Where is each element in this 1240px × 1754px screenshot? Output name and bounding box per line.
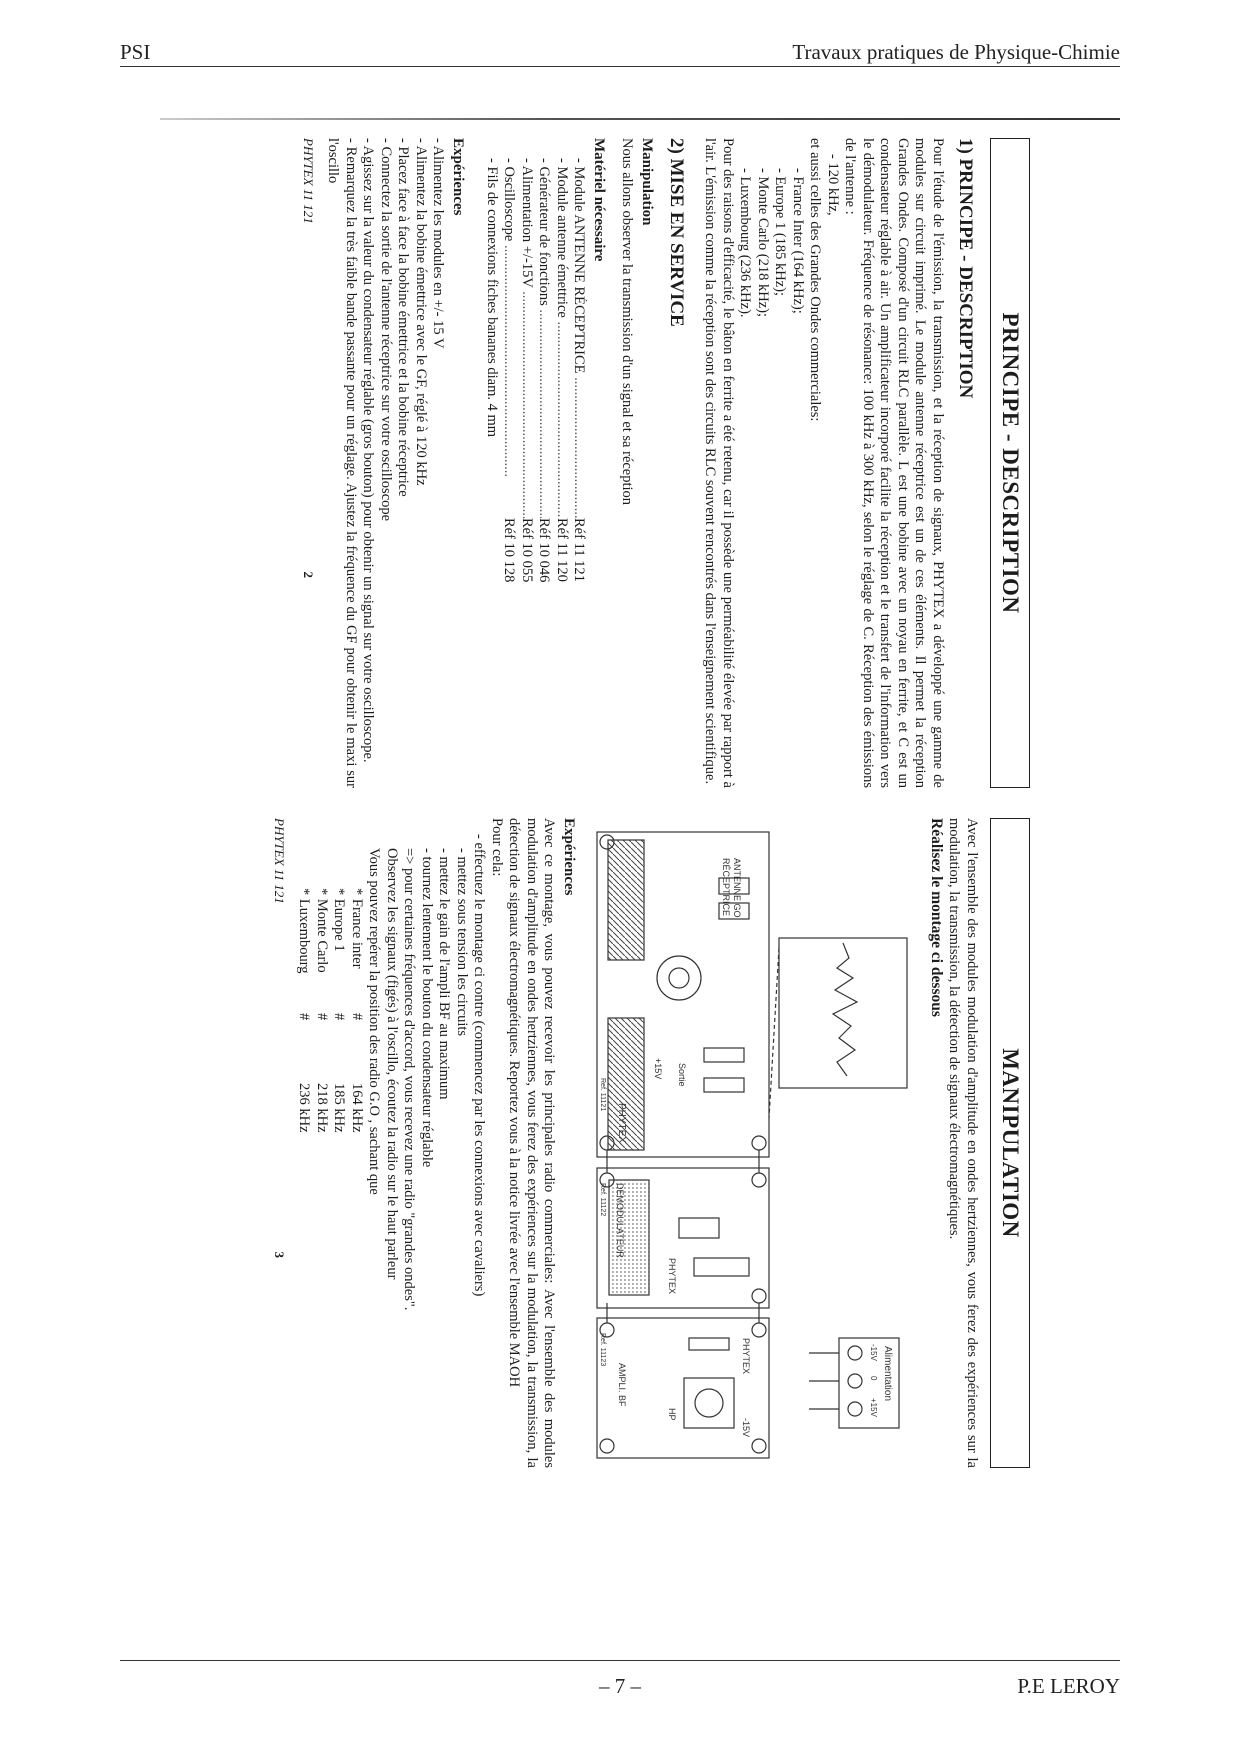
oscilloscope-screen bbox=[780, 938, 908, 1088]
pour-cela: Pour cela: bbox=[489, 818, 505, 877]
terminal-icon bbox=[849, 1402, 863, 1416]
stations-intro: et aussi celles des Grandes Ondes commerciales: bbox=[807, 138, 824, 422]
right-page-footer bbox=[271, 818, 287, 1468]
component bbox=[695, 1258, 750, 1276]
terminal-icon bbox=[753, 1136, 767, 1150]
terminal-icon bbox=[753, 1173, 767, 1187]
materiel-ref: Réf 11 121 bbox=[571, 518, 588, 582]
plus15-label: +15V bbox=[653, 1058, 664, 1080]
realisez-label: Réalisez le montage ci dessous bbox=[928, 818, 945, 1017]
ferrite-text: Pour des raisons d'efficacité, le bâton en ferrite a été retenu, car il possède une perméabilité élevée par rapport à l'air. L'émission comme la réception sont des circuits RLC souvent rencontrés dans l'enseignement scientifique. bbox=[702, 138, 736, 788]
terminal-icon bbox=[601, 1439, 615, 1453]
manip-intro: Avec l'ensemble des modules modulation d'amplitude en ondes hertziennes, vous ferez des expériences sur la modulation, la transmission, la détection de signaux électromagnétiques. bbox=[946, 818, 980, 1468]
radio-station: * Luxembourg bbox=[296, 888, 313, 974]
experience-item: - Alimentez les modules en +/- 15 V bbox=[430, 138, 447, 349]
experiences-title: Expériences bbox=[450, 138, 467, 216]
materiel-row bbox=[535, 138, 553, 788]
materiel-ref: Réf 11 120 bbox=[554, 518, 570, 582]
terminal-icon bbox=[849, 1374, 863, 1388]
rotated-sheet bbox=[140, 118, 1100, 1490]
component bbox=[680, 1218, 720, 1238]
wiring-diagram-svg bbox=[592, 818, 920, 1468]
left-footer-ref: PHYTEX 11 121 bbox=[301, 138, 316, 224]
hp-label: HP bbox=[667, 1408, 678, 1421]
section1-title: 1) PRINCIPE - DESCRIPTION bbox=[955, 138, 976, 399]
page-header bbox=[120, 40, 1120, 68]
terminal-icon bbox=[753, 1289, 767, 1303]
materiel-ref: Réf 10 128 bbox=[501, 518, 518, 583]
radio-station: * Monte Carlo bbox=[314, 888, 330, 973]
wiring-diagram bbox=[592, 818, 920, 1468]
materiel-row bbox=[553, 138, 571, 788]
radio-sep: # bbox=[314, 1013, 330, 1021]
step-item: => pour certaines fréquences d'accord, vous recevez une radio "grandes ondes". bbox=[401, 848, 418, 1311]
scanned-document bbox=[140, 118, 1100, 1490]
left-banner: PRINCIPE - DESCRIPTION bbox=[990, 138, 1030, 788]
radio-sep: # bbox=[349, 1013, 365, 1021]
materiel-name: - Module ANTENNE RÉCEPTRICE ..... bbox=[570, 158, 588, 518]
alim-terminal-label: 0 bbox=[869, 1376, 879, 1381]
radio-freq: 236 kHz bbox=[296, 1083, 313, 1133]
terminal-icon bbox=[753, 1323, 767, 1337]
terminal-icon bbox=[849, 1346, 863, 1360]
materiel-row bbox=[570, 138, 588, 788]
freq-item: - 120 kHz, bbox=[825, 154, 841, 216]
fils-item: - Fils de connexions fiches bananes diam. 4 mm bbox=[484, 158, 500, 438]
left-footer-page: 2 bbox=[301, 571, 316, 578]
experience-item: - Agissez sur la valeur du condensateur réglable (gros bouton) pour obtenir un signal sur votre oscilloscope. bbox=[360, 138, 377, 763]
station-item: - Luxembourg (236 kHz). bbox=[737, 168, 754, 318]
antenna-label-2: RÉCEPTRICE bbox=[721, 858, 732, 917]
terminal-icon bbox=[753, 1439, 767, 1453]
ref-label: Ref. 11121 bbox=[599, 1078, 607, 1112]
step-item: - mettez sous tension les circuits bbox=[454, 848, 470, 1037]
experience-item: - Remarquez la très faible bande passante pour un réglage. Ajustez la fréquence du GF pour obtenir le maxi sur l'oscillo bbox=[325, 138, 359, 788]
minus15-label: -15V bbox=[741, 1418, 752, 1438]
right-exp-text: Avec ce montage, vous pouvez recevoir les principales radio commerciales: Avec l'ensemble des modules modulation d'amplitude en ondes hertziennes, vous ferez des expériences sur la modulation, la transmission, la détection de signaux électromagnétiques. Reportez vous à la notice livrée avec l'ensemble MAOH bbox=[506, 818, 558, 1468]
component bbox=[705, 1078, 745, 1092]
brand-label: PHYTEX bbox=[667, 1258, 678, 1295]
right-footer-page: 3 bbox=[272, 1251, 287, 1258]
right-experiences-title: Expériences bbox=[561, 818, 578, 896]
materiel-ref: Réf 10 055 bbox=[519, 518, 535, 583]
page-number: – 7 – bbox=[599, 1674, 641, 1698]
radio-row bbox=[330, 818, 348, 1468]
station-item: - Monte Carlo (218 kHz); bbox=[755, 168, 771, 317]
component bbox=[705, 1048, 745, 1062]
antenna-label-1: ANTENNE GO bbox=[732, 858, 743, 918]
sortie-label: Sortie bbox=[677, 1063, 688, 1087]
radio-sep: # bbox=[331, 1013, 348, 1021]
left-page bbox=[140, 138, 1100, 788]
signal-trace bbox=[834, 943, 858, 1076]
brand-label: PHYTEX bbox=[741, 1338, 752, 1375]
right-banner: MANIPULATION bbox=[990, 818, 1030, 1468]
station-item: - Europe 1 (185 kHz); bbox=[772, 168, 789, 297]
ampli-label: AMPLI. BF bbox=[617, 1363, 628, 1407]
brand-label: PHYTEX bbox=[616, 1103, 628, 1144]
tuning-capacitor-knob bbox=[658, 956, 702, 1000]
radio-row bbox=[295, 818, 313, 1468]
materiel-name: - Générateur de fonctions ..... bbox=[535, 158, 553, 518]
materiel-ref: Réf 10 046 bbox=[536, 518, 553, 583]
right-page bbox=[140, 818, 1100, 1468]
experience-item: - Placez face à face la bobine émettrice et la bobine réceptrice bbox=[395, 138, 412, 497]
right-footer-ref: PHYTEX 11 121 bbox=[272, 818, 287, 904]
principle-text: Pour l'étude de l'émission, la transmission, et la réception de signaux, PHYTEX a développé une gamme de modules sur circuit imprimé. Le module antenne réceptrice est un de ces éléments. Il permet la réception Grandes Ondes. Composé d'un circuit RLC parallèle. L est une bobine avec un noyau en ferrite, et C est un condensateur réglable à air. Un amplificateur incorporé facilite la réception et le transfert de l'information vers le démodulateur. Fréquence de résonance: 100 kHz à 300 kHz, selon le réglage de C. Réception des émissions de l'antenne : bbox=[842, 138, 946, 788]
manip-title: Manipulation bbox=[639, 138, 655, 226]
ref-label: Ref. 11122 bbox=[599, 1183, 607, 1217]
station-item: - France Inter (164 kHz); bbox=[790, 168, 806, 314]
step-item: - tournez lentement le bouton du condensateur réglable bbox=[419, 848, 435, 1168]
section2-title: 2) MISE EN SERVICE bbox=[666, 138, 687, 327]
materiel-row bbox=[500, 138, 518, 788]
step-item: Observez les signaux (figés) à l'oscillo, écoutez la radio sur le haut parleur bbox=[384, 848, 400, 1280]
header-rule bbox=[120, 66, 1120, 67]
alim-terminal-label: -15V bbox=[869, 1344, 879, 1361]
page-footer bbox=[120, 1674, 1120, 1702]
radio-row bbox=[313, 818, 331, 1468]
speaker-box bbox=[685, 1378, 735, 1428]
radio-freq: 185 kHz bbox=[331, 1083, 348, 1133]
step-item: Vous pouvez repérer la position des radio G.O , sachant que bbox=[366, 848, 383, 1195]
footer-rule bbox=[120, 1660, 1120, 1661]
component bbox=[690, 1338, 730, 1350]
header-title: Travaux pratiques de Physique-Chimie bbox=[792, 40, 1120, 64]
speaker-icon bbox=[696, 1389, 724, 1417]
alim-label: Alimentation bbox=[882, 1346, 894, 1402]
materiel-name: - Module antenne émettrice ..... bbox=[553, 158, 571, 518]
alim-terminal-label: +15V bbox=[869, 1398, 879, 1417]
materiel-title: Matériel nécessaire bbox=[591, 138, 608, 262]
ref-label: Ref. 11123 bbox=[599, 1333, 607, 1367]
demodulator-label: DEMODULATEUR bbox=[615, 1183, 626, 1258]
radio-row bbox=[348, 818, 366, 1468]
materiel-name: - Alimentation +/-15V ..... bbox=[518, 158, 536, 518]
radio-station: * France inter bbox=[349, 888, 365, 969]
probe-wire bbox=[770, 948, 780, 1118]
experience-item: - Alimentez la bobine émettrice avec le GF, réglé à 120 kHz bbox=[413, 138, 429, 486]
header-course: PSI bbox=[120, 40, 151, 64]
radio-station: * Europe 1 bbox=[331, 888, 348, 952]
experience-item: - Connectez la sortie de l'antenne réceptrice sur votre oscilloscope bbox=[378, 138, 394, 522]
knob-center bbox=[670, 968, 690, 988]
materiel-row bbox=[518, 138, 536, 788]
radio-freq: 218 kHz bbox=[314, 1083, 330, 1133]
manip-text: Nous allons observer la transmission d'un signal et sa réception bbox=[619, 138, 635, 506]
radio-freq: 164 kHz bbox=[349, 1083, 365, 1133]
step-item: - effectuez le montage ci contre (commencez par les connexions avec cavaliers) bbox=[471, 834, 488, 1297]
author: P.E LEROY bbox=[1017, 1674, 1120, 1698]
left-page-footer bbox=[300, 138, 316, 788]
radio-sep: # bbox=[296, 1013, 313, 1021]
materiel-name: - Oscilloscope ..... bbox=[500, 158, 518, 518]
step-item: - mettez le gain de l'ampli BF au maximum bbox=[436, 848, 453, 1100]
ferrite-rod bbox=[609, 840, 645, 960]
